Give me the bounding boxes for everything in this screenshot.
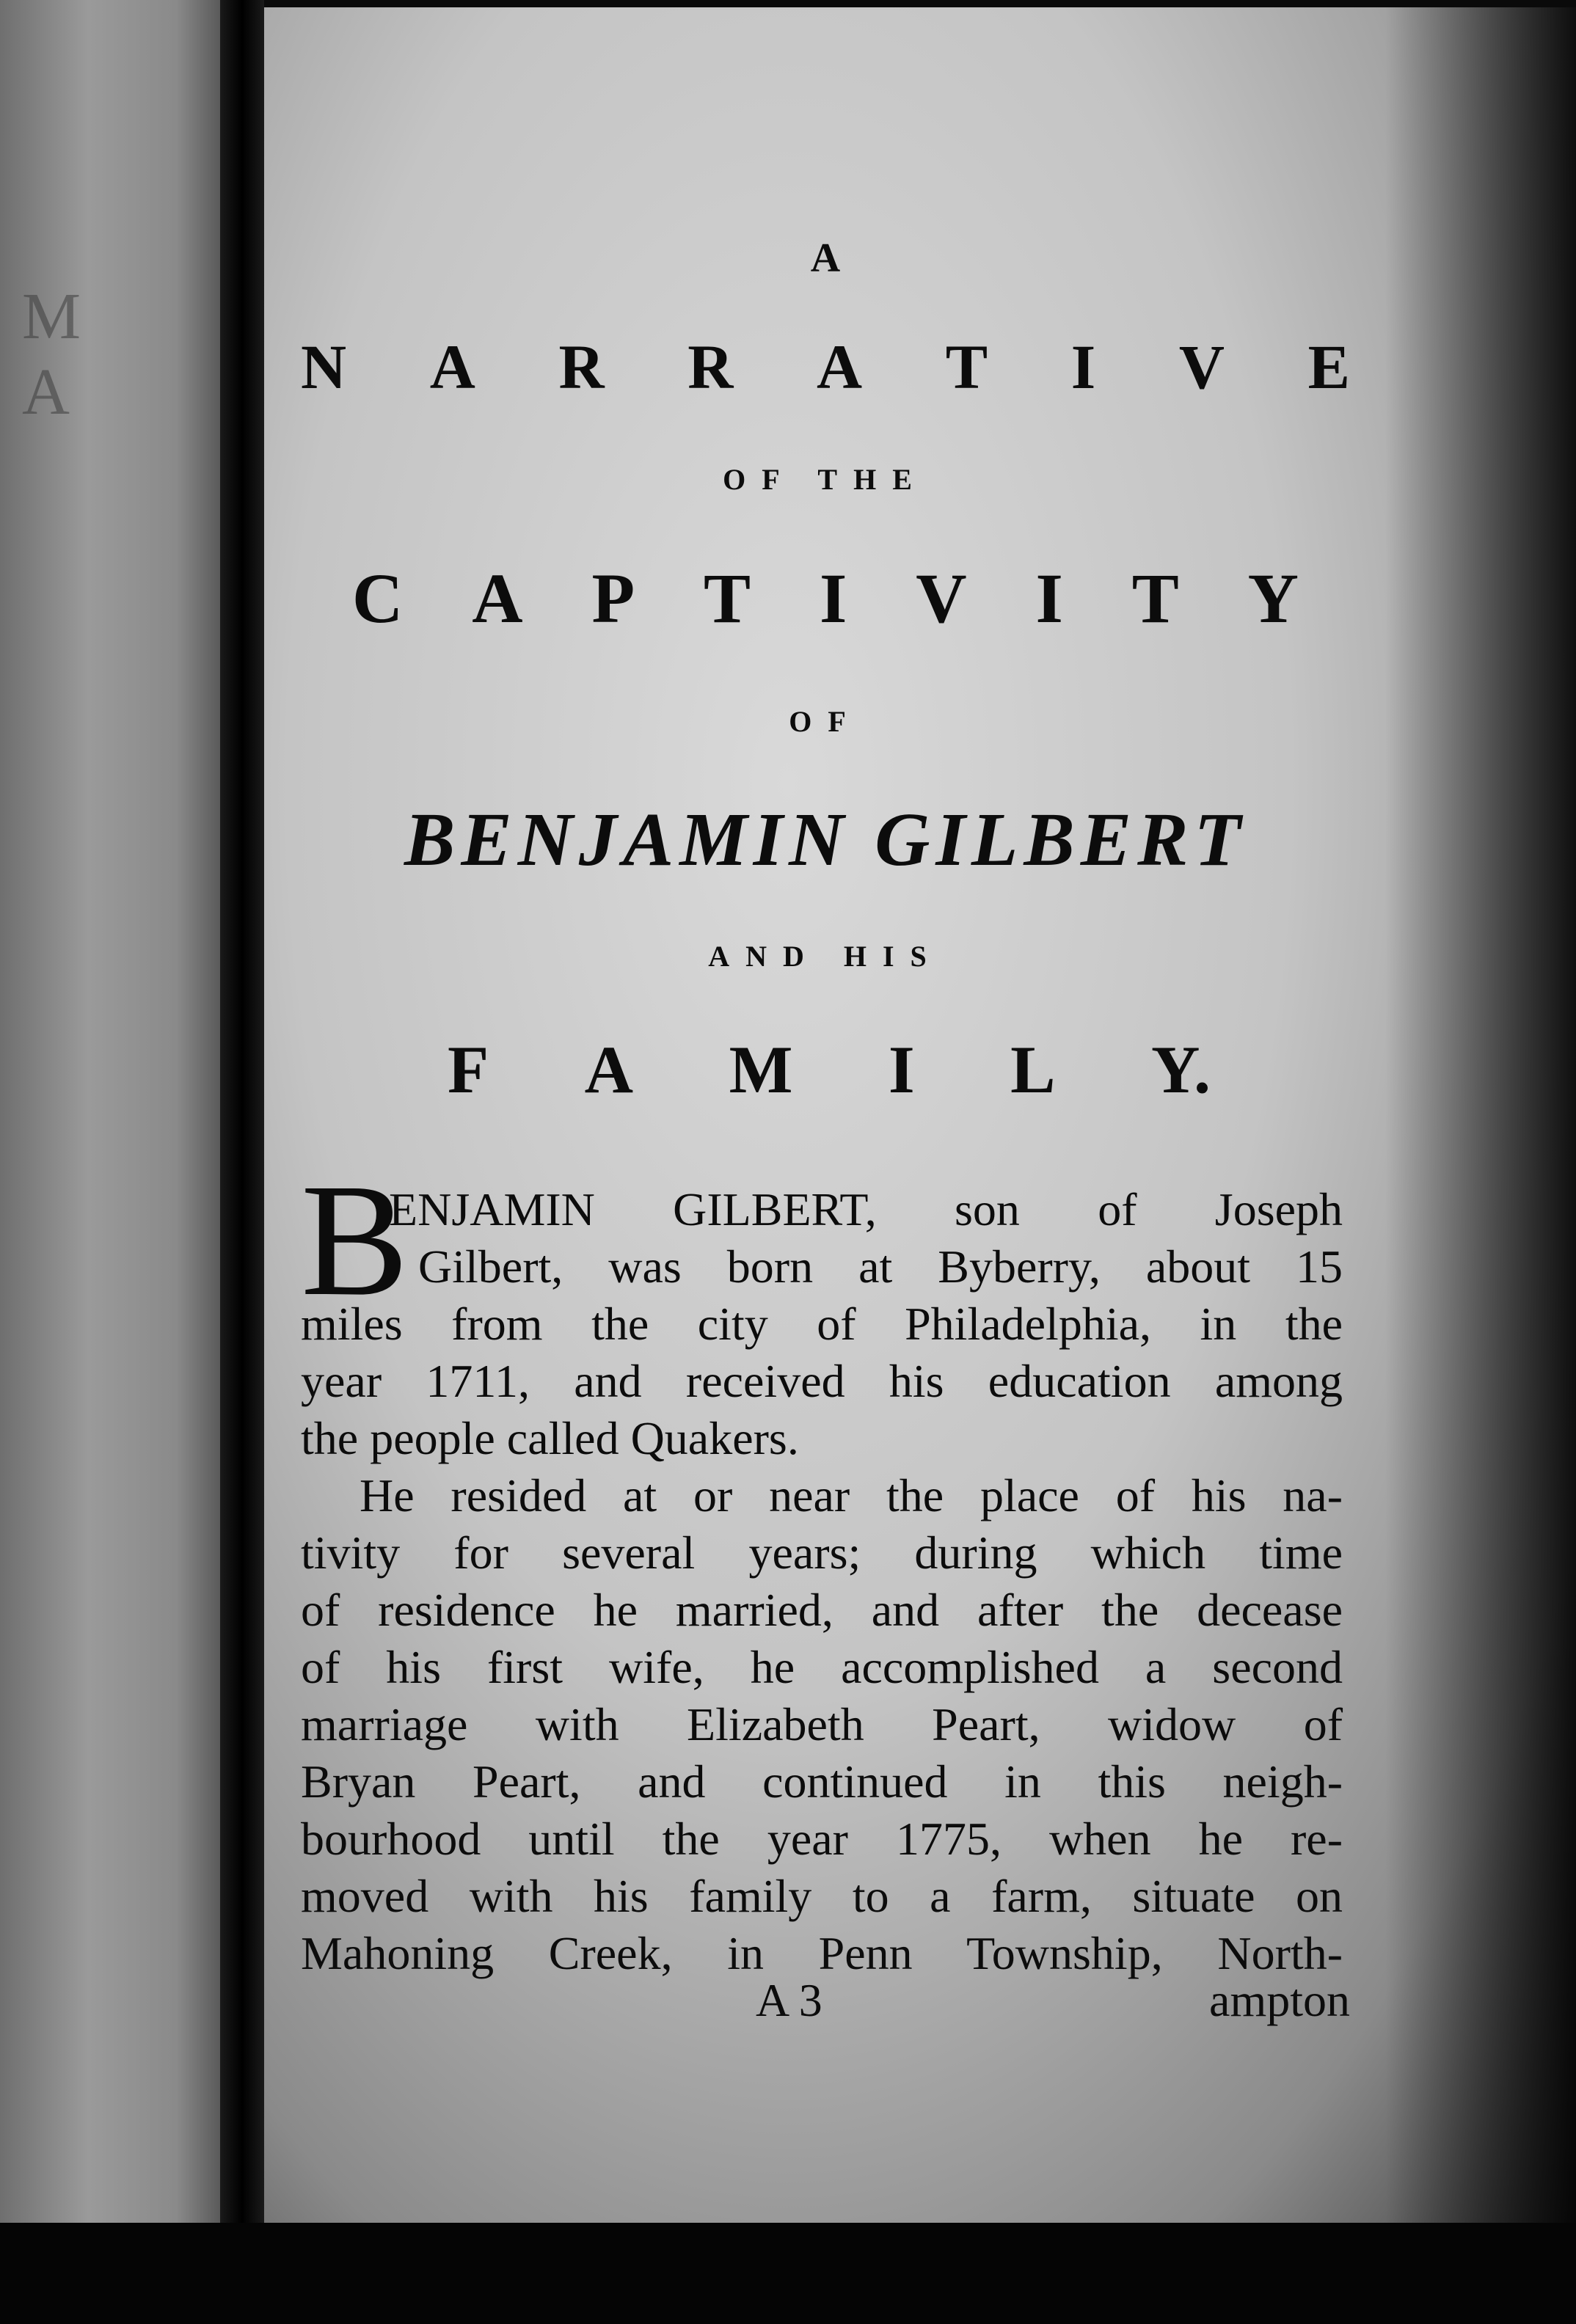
title-letter: Y.: [1150, 1032, 1211, 1107]
body-line: miles from the city of Philadelphia, in the: [301, 1298, 1343, 1350]
title-letter: A: [584, 1032, 634, 1107]
title-family: [448, 1031, 1211, 1108]
body-line: ENJAMIN GILBERT, son of Joseph: [389, 1183, 1343, 1235]
scan-bottom-edge: [0, 2223, 1576, 2324]
drop-cap: B: [301, 1150, 409, 1329]
body-line: the people called Quakers.: [301, 1412, 799, 1464]
title-letter: I: [1070, 332, 1096, 402]
title-letter: A: [817, 332, 863, 402]
title-name: BENJAMIN GILBERT: [404, 797, 1247, 882]
title-letter: E: [1307, 332, 1350, 402]
title-letter: A: [429, 332, 475, 402]
body-line: He resided at or near the place of his na-: [360, 1469, 1343, 1521]
title-letter: V: [1178, 332, 1225, 402]
title-letter: R: [558, 332, 605, 402]
title-letter: P: [591, 559, 635, 637]
title-narrative: [301, 330, 1350, 403]
body-line: Bryan Peart, and continued in this neigh-: [301, 1755, 1343, 1808]
title-of: OF: [789, 705, 862, 738]
body-line: bourhood until the year 1775, when he re-: [301, 1813, 1343, 1865]
body-line: of his first wife, he accomplished a second: [301, 1641, 1343, 1693]
left-facing-page: [0, 0, 220, 2237]
title-letter: T: [945, 332, 988, 402]
body-line: marriage with Elizabeth Peart, widow of: [301, 1698, 1343, 1750]
title-letter: F: [448, 1032, 489, 1107]
title-of-the: OF THE: [723, 463, 928, 496]
title-letter: A: [472, 559, 523, 637]
book-gutter: [220, 0, 264, 2324]
title-and-his: AND HIS: [708, 940, 943, 973]
title-letter: M: [729, 1032, 793, 1107]
signature-mark: A 3: [756, 1974, 822, 2026]
title-letter: I: [819, 559, 847, 637]
title-letter: T: [1131, 559, 1179, 637]
title-a: A: [810, 235, 841, 281]
body-line: Gilbert, was born at Byberry, about 15: [418, 1240, 1343, 1293]
left-page-bleedthrough: M A: [22, 280, 111, 428]
title-letter: R: [687, 332, 734, 402]
catchword: ampton: [1209, 1974, 1350, 2026]
title-letter: I: [1035, 559, 1063, 637]
body-line: year 1711, and received his education among: [301, 1355, 1343, 1407]
title-letter: I: [888, 1032, 915, 1107]
title-captivity: [352, 558, 1299, 639]
body-line: of residence he married, and after the decease: [301, 1584, 1343, 1636]
title-letter: L: [1010, 1032, 1056, 1107]
body-line: moved with his family to a farm, situate on: [301, 1870, 1343, 1922]
body-line: Mahoning Creek, in Penn Township, North-: [301, 1927, 1343, 1979]
title-letter: T: [704, 559, 751, 637]
title-letter: C: [352, 559, 404, 637]
title-letter: N: [301, 332, 347, 402]
body-line: tivity for several years; during which time: [301, 1527, 1343, 1579]
title-letter: V: [916, 559, 967, 637]
title-letter: Y: [1247, 559, 1299, 637]
